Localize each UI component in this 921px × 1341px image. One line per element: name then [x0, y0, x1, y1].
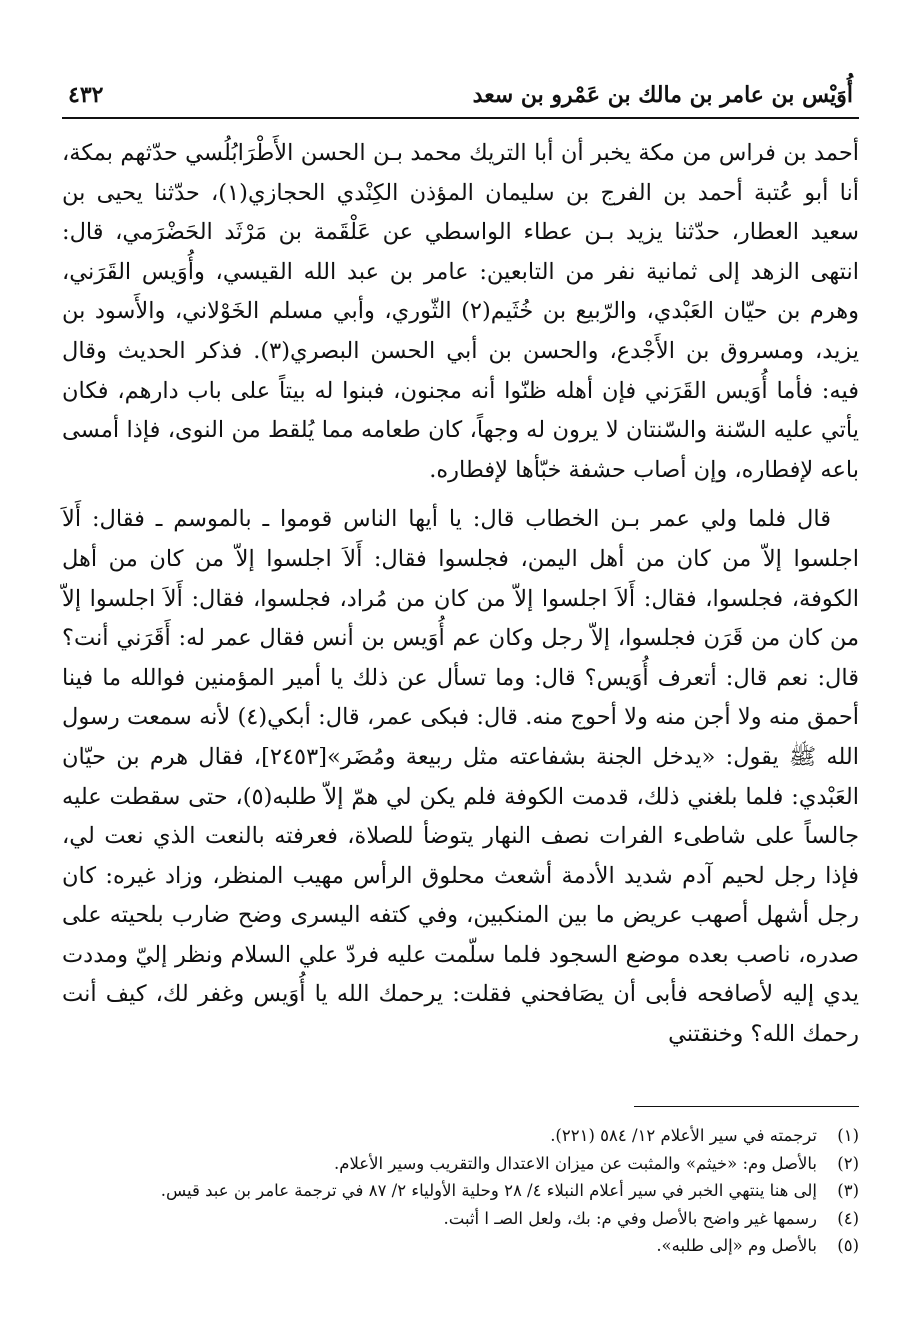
footnote-divider — [634, 1106, 859, 1107]
footnote-number: (٥) — [837, 1236, 859, 1255]
main-text — [62, 134, 859, 1055]
footnote-text: إلى هنا ينتهي الخبر في سير أعلام النبلاء ٤/ ٢٨ وحلية الأولياء ٢/ ٨٧ في ترجمة عامر بن عبد قيس. — [160, 1181, 817, 1200]
footnote-number: (٤) — [837, 1208, 859, 1228]
footnote — [62, 1232, 859, 1260]
footnote — [62, 1205, 859, 1233]
footnote-text: بالأصل وم «إلى طلبه». — [656, 1236, 817, 1255]
footnote — [62, 1122, 859, 1150]
footnote — [62, 1177, 859, 1205]
footnotes — [62, 1122, 859, 1260]
footnote-number: (١) — [837, 1126, 859, 1145]
running-title: أُوَيْس بن عامر بن مالك بن عَمْرو بن سعد — [472, 82, 853, 108]
page-header — [68, 78, 853, 108]
footnote — [62, 1150, 859, 1178]
footnote-text: ترجمته في سير الأعلام ١٢/ ٥٨٤ (٢٢١). — [550, 1126, 817, 1145]
footnote-number: (٣) — [837, 1181, 859, 1200]
footnote-text: بالأصل وم: «خيثم» والمثبت عن ميزان الاعتدال والتقريب وسير الأعلام. — [334, 1153, 817, 1173]
header-divider — [62, 117, 859, 119]
page-number: ٤٣٢ — [68, 82, 104, 108]
paragraph: قال فلما ولي عمر بـن الخطاب قال: يا أيها الناس قوموا ـ بالموسم ـ فقال: أَلاَ اجلسوا إلاّ من كان من أهل اليمن، فجلسوا فقال: أَلاَ اجلسوا إلاّ من كان من أهل الكوفة، فجلسوا، فقال: أَلاَ اجلسوا إلاّ من كان من مُراد، فجلسوا، فقال: أَلاَ اجلسوا إلاّ من كان من قَرَن فجلسوا، إلاّ رجل وكان عم أُوَيس بن أنس فقال عمر له: أَقَرَني أنت؟ قال: نعم قال: أتعرف أُوَيس؟ قال: وما تسأل عن ذلك يا أمير المؤمنين فوالله ما فينا أحمق منه ولا أجن منه ولا أحوج منه. قال: فبكى عمر، قال: أبكي(٤) لأنه سمعت رسول الله ﷺ يقول: «يدخل الجنة بشفاعته مثل ربيعة ومُضَر»[٢٤٥٣]، فقال هرم بن حيّان العَبْدي: فلما بلغني ذلك، قدمت الكوفة فلم يكن لي همّ إلاّ طلبه(٥)، حتى سقطت عليه جالساً على شاطىء الفرات نصف النهار يتوضأ للصلاة، فعرفته بالنعت الذي نعت لي، فإذا رجل لحيم آدم شديد الأدمة أشعث محلوق الرأس مهيب المنظر، وزاد غيره: كان رجل أشهل أصهب عريض ما بين المنكبين، وفي كتفه اليسرى وضح ضارب بلحيته على صدره، ناصب بعده موضع السجود فلما سلّمت عليه فردّ علي السلام ونظر إليّ ومددت يدي إليه لأصافحه فأبى أن يصَافحني فقلت: يرحمك الله يا أُوَيس وغفر لك، كيف أنت رحمك الله؟ وخنقتني — [62, 506, 860, 1048]
paragraph: أحمد بن فراس من مكة يخبر أن أبا التريك محمد بـن الحسن الأَطْرَابُلُسي حدّثهم بمكة، أنا أبو عُتبة أحمد بن الفرج بن سليمان المؤذن الكِنْدي الحجازي(١)، حدّثنا يحيى بن سعيد العطار، حدّثنا يزيد بـن عطاء الواسطي عن عَلْقَمة بن مَرْثَد الحَضْرَمي، قال: انتهى الزهد إلى ثمانية نفر من التابعين: عامر بن عبد الله القيسي، وأُوَيس القَرَني، وهرم بن حيّان العَبْدي، والرّبيع بن خُثَيم(٢) الثّوري، وأبي مسلم الخَوْلاني، والأَسود بن يزيد، ومسروق بن الأَجْدع، والحسن بن أبي الحسن البصري(٣). فذكر الحديث وقال فيه: فأما أُوَيس القَرَني فإن أهله ظنّوا أنه مجنون، فبنوا له بيتاً على باب دارهم، فكان يأتي عليه السّنة والسّنتان لا يرون له وجهاً، كان طعامه مما يُلقط من النوى، فإذا أمسى باعه لإفطاره، وإن أصاب حشفة خبّأها لإفطاره. — [62, 140, 860, 483]
footnote-number: (٢) — [837, 1153, 859, 1173]
footnote-text: رسمها غير واضح بالأصل وفي م: بك، ولعل الصـ ا أثبت. — [443, 1208, 817, 1228]
